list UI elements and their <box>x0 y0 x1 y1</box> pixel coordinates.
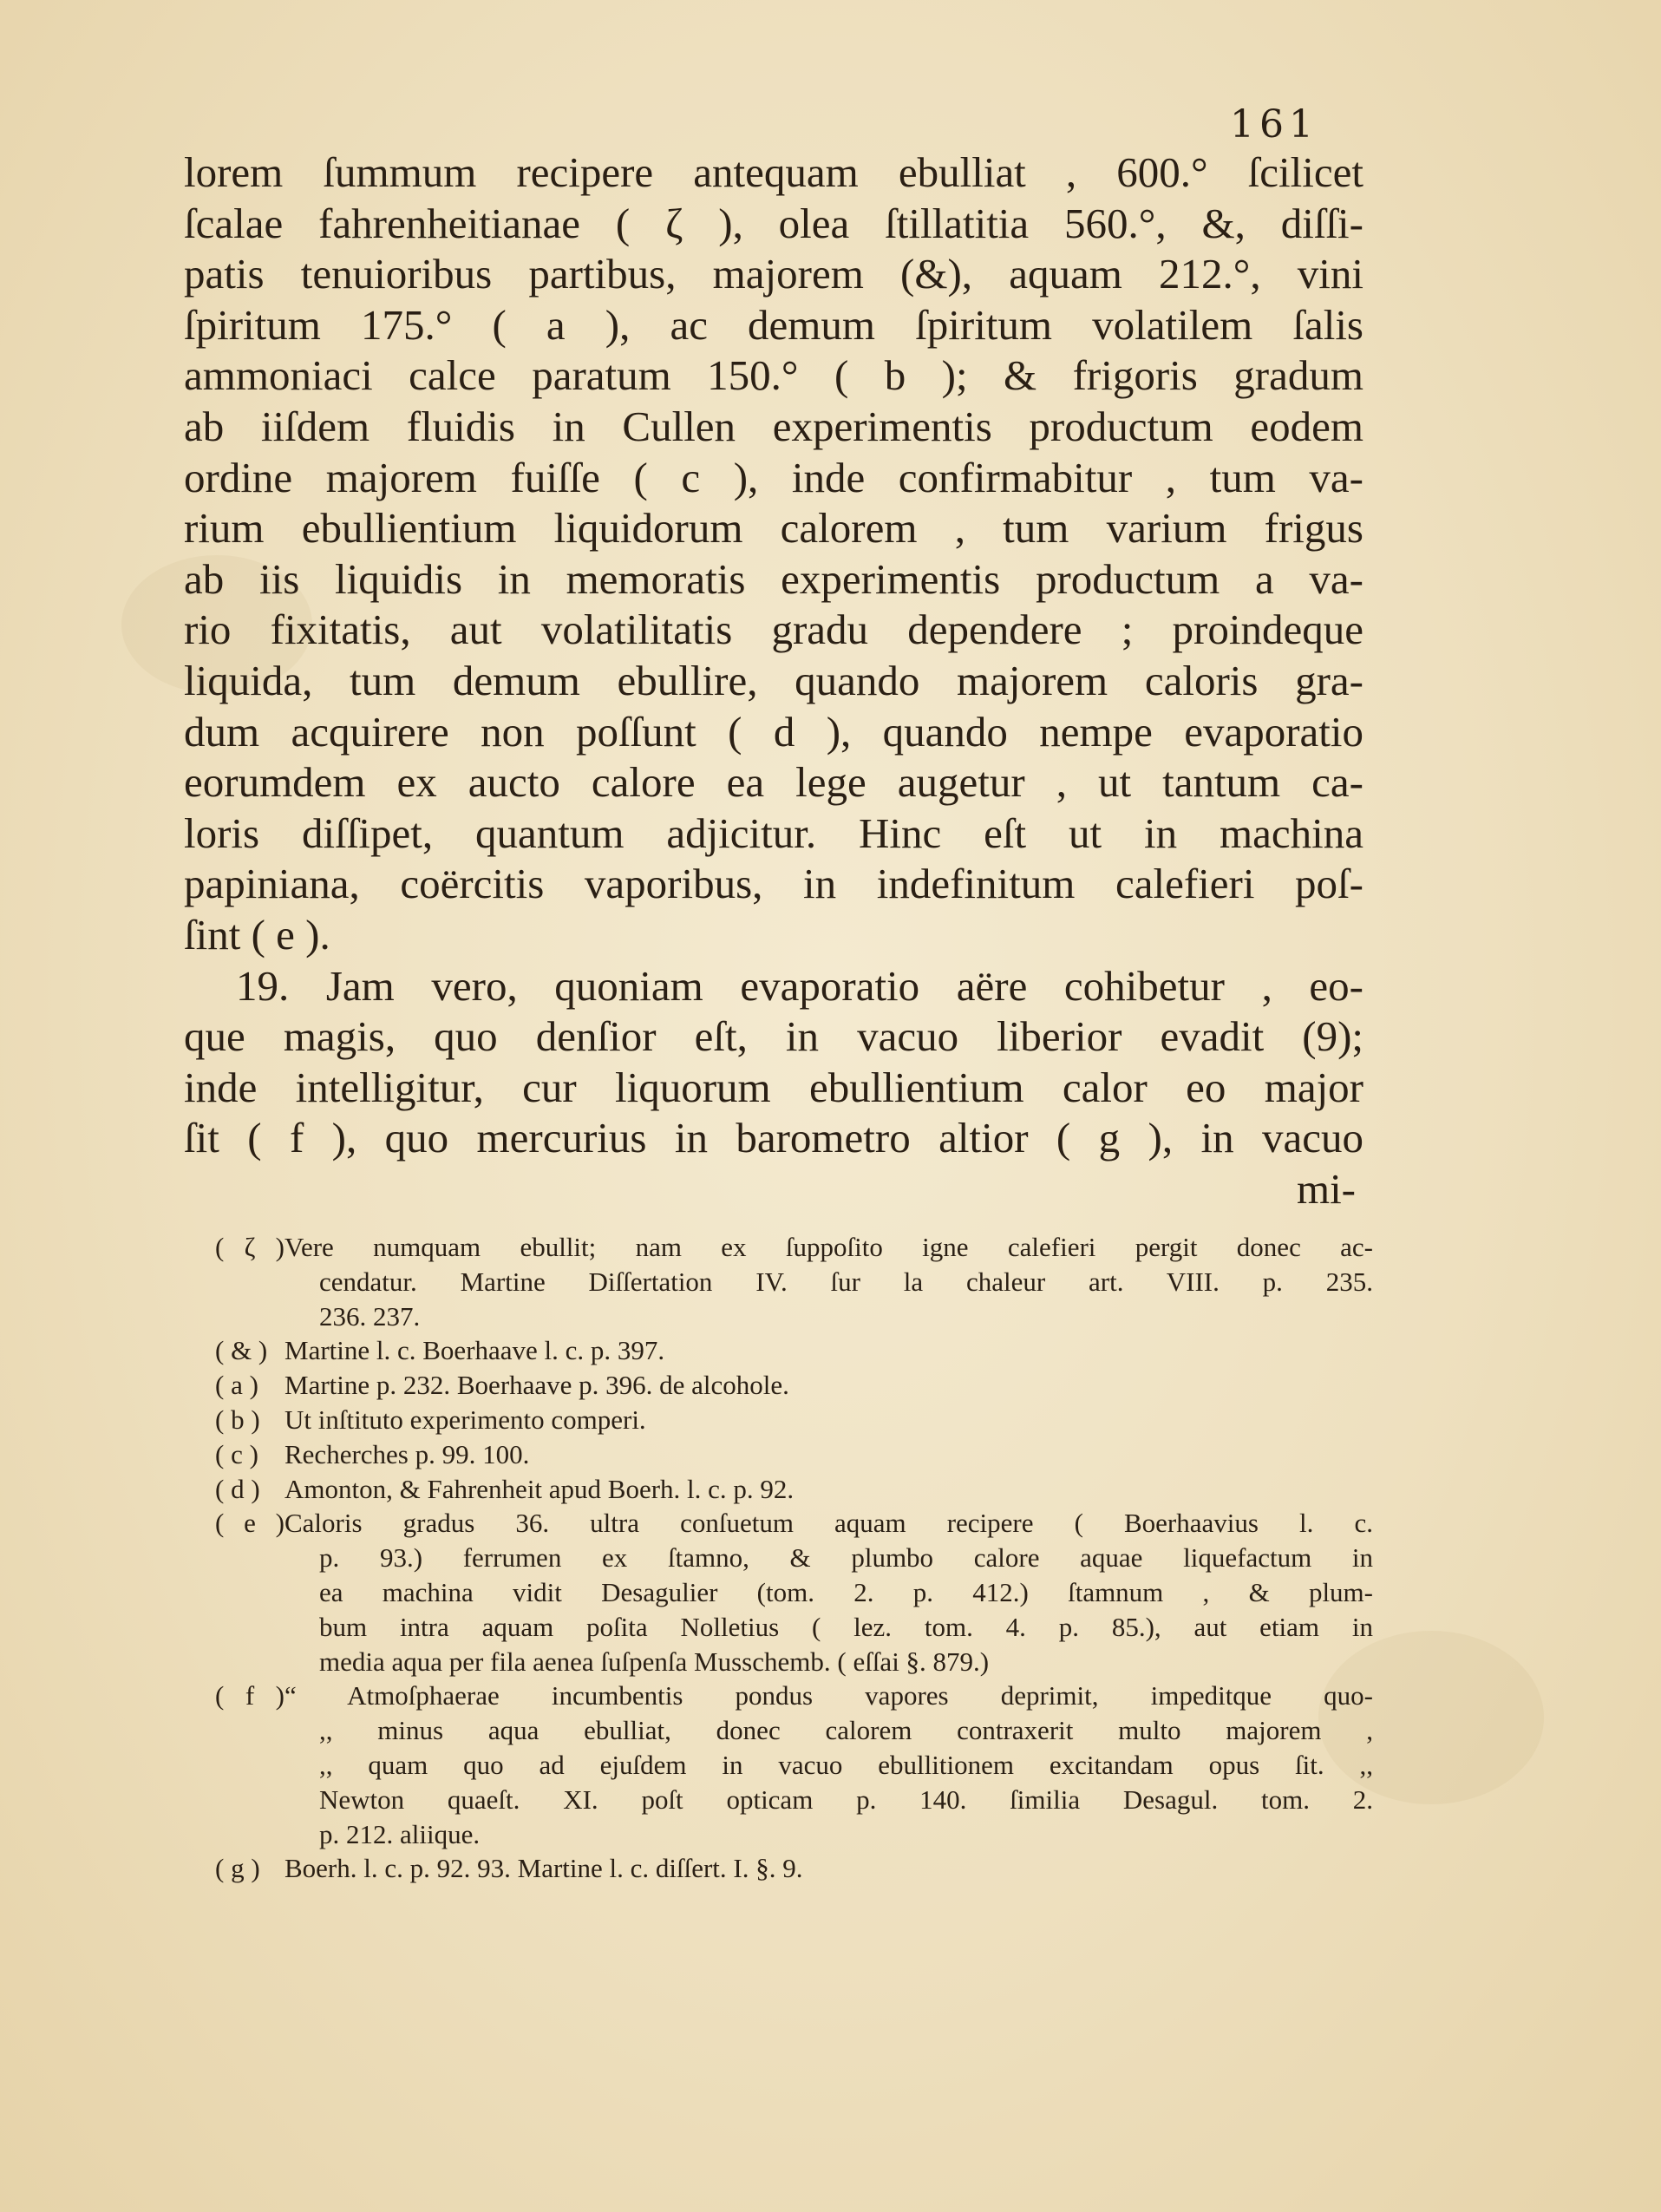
footnote-label: ( f ) <box>215 1680 284 1711</box>
footnotes <box>215 1230 1373 1886</box>
footnote-line: cendatur. Martine Diſſertation IV. ſur la chaleur art. VIII. p. 235. <box>319 1266 1373 1297</box>
text-line: rio fixitatis, aut volatilitatis gradu dependere ; proindeque <box>184 605 1363 654</box>
text-line: ſcalae fahrenheitianae ( ζ ), olea ſtillatitia 560.°, &, diſſi- <box>184 199 1363 247</box>
footnote-line <box>215 1679 1373 1713</box>
footnote-label: ( e ) <box>215 1508 284 1539</box>
footnote-line: p. 212. aliique. <box>319 1818 481 1849</box>
text-line: rium ebullientium liquidorum calorem , tum varium frigus <box>184 504 1363 553</box>
footnote-text: Boerh. l. c. p. 92. 93. Martine l. c. diſſert. I. §. 9. <box>284 1853 803 1884</box>
main-text <box>184 147 1363 1214</box>
footnote-line <box>215 1472 1373 1507</box>
footnote-text: Martine l. c. Boerhaave l. c. p. 397. <box>284 1335 665 1366</box>
footnote-line <box>215 1368 1373 1403</box>
footnote-line: media aqua per fila aenea ſuſpenſa Musschemb. ( eſſai §. 879.) <box>319 1646 990 1677</box>
footnote-label: ( d ) <box>215 1473 260 1504</box>
footnote-text: Amonton, & Fahrenheit apud Boerh. l. c. p. 92. <box>284 1473 795 1504</box>
footnote-label: ( ζ ) <box>215 1232 284 1262</box>
text-line: ab iis liquidis in memoratis experimentis productum a va- <box>184 554 1363 603</box>
text-line: ammoniaci calce paratum 150.° ( b ); & frigoris gradum <box>184 351 1363 400</box>
footnote-line <box>215 1506 1373 1541</box>
footnote-line: ea machina vidit Desagulier (tom. 2. p. 412.) ſtamnum , & plum- <box>319 1576 1373 1607</box>
footnote-text: Ut inſtituto experimento comperi. <box>284 1404 646 1435</box>
text-line: ordine majorem fuiſſe ( c ), inde confirmabitur , tum va- <box>184 453 1363 501</box>
footnote-line <box>215 1851 1373 1886</box>
footnote-line: 236. 237. <box>319 1300 421 1332</box>
text-line: eorumdem ex aucto calore ea lege augetur , ut tantum ca- <box>184 758 1363 807</box>
footnote-label: ( & ) <box>215 1335 268 1366</box>
footnote-line: Newton quaeſt. XI. poſt opticam p. 140. ſimilia Desagul. tom. 2. <box>319 1783 1373 1815</box>
footnote-text: Recherches p. 99. 100. <box>284 1438 530 1469</box>
text-line: ſint ( e ). <box>184 910 330 959</box>
text-line: inde intelligitur, cur liquorum ebullientium calor eo major <box>184 1063 1363 1111</box>
text-line: que magis, quo denſior eſt, in vacuo liberior evadit (9); <box>184 1012 1363 1061</box>
footnote-line: ,, quam quo ad ejuſdem in vacuo ebullitionem excitandam opus ſit. ,, <box>319 1749 1373 1780</box>
footnote-label: ( g ) <box>215 1853 260 1884</box>
section-start-line: 19. Jam vero, quoniam evaporatio aëre cohibetur , eo- <box>236 961 1363 1010</box>
page-number: 161 <box>1230 102 1318 147</box>
text-line: loris diſſipet, quantum adjicitur. Hinc eſt ut in machina <box>184 808 1363 857</box>
text-line: papiniana, coërcitis vaporibus, in indefinitum calefieri poſ- <box>184 860 1363 908</box>
footnote-text: Vere numquam ebullit; nam ex ſuppoſito igne calefieri pergit donec ac- <box>284 1232 1373 1262</box>
catchword: mi- <box>1296 1164 1356 1213</box>
footnote-line: ,, minus aqua ebulliat, donec calorem contraxerit multo majorem , <box>319 1715 1373 1746</box>
text-line: ab iiſdem fluidis in Cullen experimentis productum eodem <box>184 402 1363 450</box>
text-line: ſpiritum 175.° ( a ), ac demum ſpiritum volatilem ſalis <box>184 300 1363 349</box>
footnote-text: Martine p. 232. Boerhaave p. 396. de alcohole. <box>284 1370 789 1401</box>
footnote-line: p. 93.) ferrumen ex ſtamno, & plumbo calore aquae liquefactum in <box>319 1542 1373 1574</box>
text-line: liquida, tum demum ebullire, quando majorem caloris gra- <box>184 656 1363 704</box>
text-line: lorem ſummum recipere antequam ebulliat , 600.° ſcilicet <box>184 148 1363 196</box>
footnote-line <box>215 1230 1373 1265</box>
footnote-label: ( c ) <box>215 1438 258 1469</box>
text-line: patis tenuioribus partibus, majorem (&), aquam 212.°, vini <box>184 250 1363 298</box>
footnote-text: Caloris gradus 36. ultra conſuetum aquam recipere ( Boerhaavius l. c. <box>284 1508 1373 1539</box>
footnote-line: bum intra aquam poſita Nolletius ( lez. tom. 4. p. 85.), aut etiam in <box>319 1611 1373 1642</box>
text-line: dum acquirere non poſſunt ( d ), quando nempe evaporatio <box>184 707 1363 756</box>
footnote-text: “ Atmoſphaerae incumbentis pondus vapores deprimit, impeditque quo- <box>284 1680 1373 1711</box>
footnote-line <box>215 1437 1373 1472</box>
text-line: ſit ( f ), quo mercurius in barometro altior ( g ), in vacuo <box>184 1114 1363 1162</box>
footnote-line <box>215 1403 1373 1437</box>
footnote-label: ( b ) <box>215 1404 260 1435</box>
footnote-line <box>215 1333 1373 1368</box>
footnote-label: ( a ) <box>215 1370 258 1401</box>
